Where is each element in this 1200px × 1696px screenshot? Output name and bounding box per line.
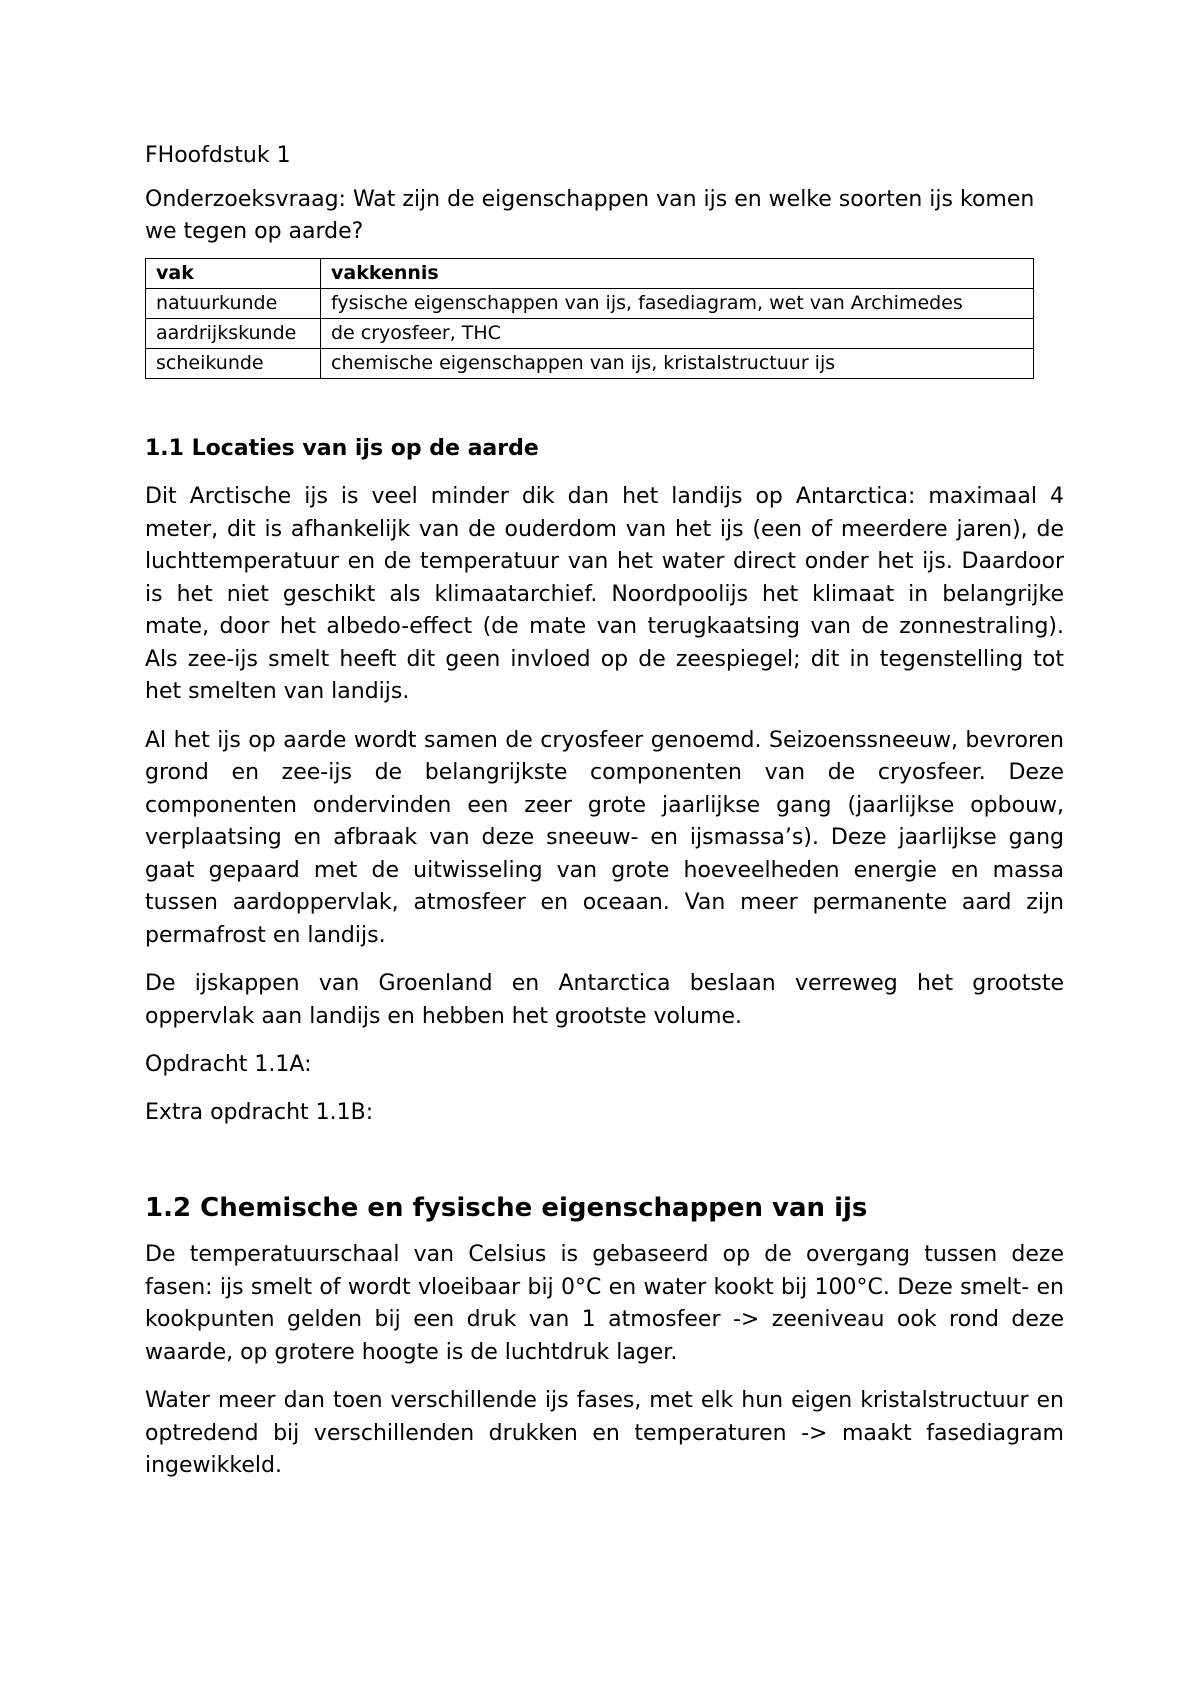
paragraph: Water meer dan toen verschillende ijs fases, met elk hun eigen kristalstructuur en optredend bij verschillenden drukken en temperaturen -> maakt fasediagram ingewikkeld. — [145, 1388, 1064, 1478]
table-header-cell: vakkennis — [321, 259, 1034, 289]
research-question: Onderzoeksvraag: Wat zijn de eigenschappen van ijs en welke soorten ijs komen we tegen op aarde? — [145, 187, 1035, 244]
table-cell: natuurkunde — [146, 289, 321, 319]
section-heading: 1.2 Chemische en fysische eigenschappen van ijs — [145, 1193, 868, 1223]
table-cell: chemische eigenschappen van ijs, kristalstructuur ijs — [321, 349, 1034, 379]
spacer — [145, 1145, 1064, 1191]
chapter-title: FHoofdstuk 1 — [145, 143, 291, 168]
assignment-label: Opdracht 1.1A: — [145, 1052, 312, 1077]
table-header-cell: vak — [146, 259, 321, 289]
paragraph: Dit Arctische ijs is veel minder dik dan het landijs op Antarctica: maximaal 4 meter, dit is afhankelijk van de ouderdom van het ijs (een of meerdere jaren), de luchttemperatuur en de temperatuur van het water direct onder het ijs. Daardoor is het niet geschikt als klimaatarchief. Noordpoolijs het klimaat in belangrijke mate, door het albedo-effect (de mate van terugkaatsing van de zonnestraling). Als zee-ijs smelt heeft dit geen invloed op de zeespiegel; dit in tegenstelling tot het smelten van landijs. — [145, 484, 1064, 704]
table-cell: de cryosfeer, THC — [321, 319, 1034, 349]
paragraph: De ijskappen van Groenland en Antarctica beslaan verreweg het grootste oppervlak aan landijs en hebben het grootste volume. — [145, 971, 1064, 1029]
table-cell: fysische eigenschappen van ijs, fasediagram, wet van Archimedes — [321, 289, 1034, 319]
table-cell: aardrijkskunde — [146, 319, 321, 349]
table-header-row — [146, 259, 1034, 289]
extra-assignment-label: Extra opdracht 1.1B: — [145, 1100, 374, 1125]
subjects-table — [145, 258, 1034, 379]
table-row — [146, 319, 1034, 349]
table-row — [146, 349, 1034, 379]
paragraph: Al het ijs op aarde wordt samen de cryosfeer genoemd. Seizoenssneeuw, bevroren grond en zee-ijs de belangrijkste componenten van de cryosfeer. Deze componenten ondervinden een zeer grote jaarlijkse gang (jaarlijkse opbouw, verplaatsing en afbraak van deze sneeuw- en ijsmassa’s). Deze jaarlijkse gang gaat gepaard met de uitwisseling van grote hoeveelheden energie en massa tussen aardoppervlak, atmosfeer en oceaan. Van meer permanente aard zijn permafrost en landijs. — [145, 727, 1064, 948]
table-cell: scheikunde — [146, 349, 321, 379]
section-heading: 1.1 Locaties van ijs op de aarde — [145, 436, 539, 461]
table-row — [146, 289, 1034, 319]
paragraph: De temperatuurschaal van Celsius is gebaseerd op de overgang tussen deze fasen: ijs smelt of wordt vloeibaar bij 0°C en water kookt bij 100°C. Deze smelt- en kookpunten gelden bij een druk van 1 atmosfeer -> zeeniveau ook rond deze waarde, op grotere hoogte is de luchtdruk lager. — [145, 1242, 1064, 1365]
